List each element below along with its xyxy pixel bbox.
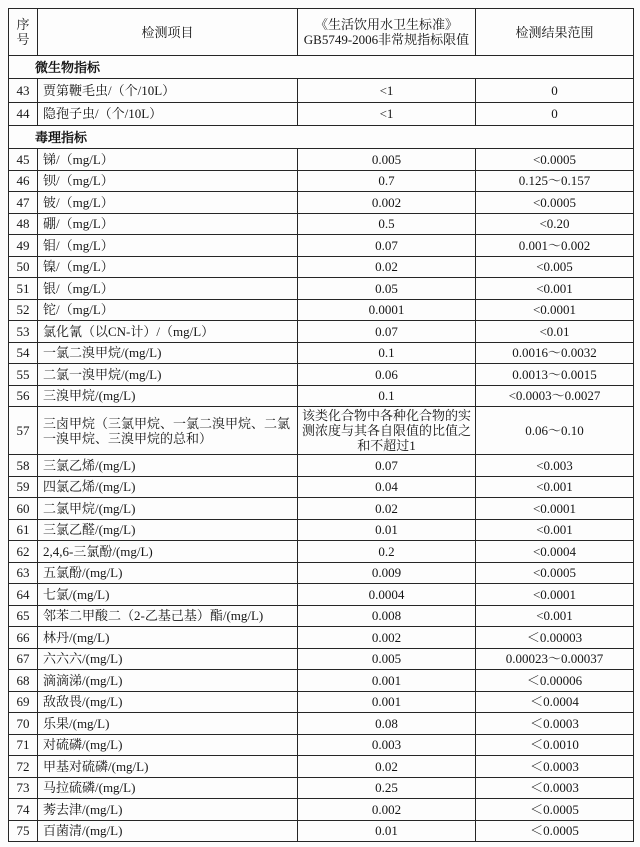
cell-test-item: 三卤甲烷（三氯甲烷、一氯二溴甲烷、二氯一溴甲烷、三溴甲烷的总和）: [38, 407, 298, 455]
table-body: [9, 56, 634, 842]
table-row: [9, 562, 634, 584]
cell-standard-limit: 0.0004: [298, 584, 476, 606]
cell-standard-limit: 0.005: [298, 149, 476, 171]
cell-standard-limit: 0.02: [298, 498, 476, 520]
cell-standard-limit: 0.5: [298, 213, 476, 235]
cell-serial-number: 48: [9, 213, 38, 235]
cell-test-item: 莠去津/(mg/L): [38, 799, 298, 821]
section-row: [9, 126, 634, 149]
section-row: [9, 56, 634, 79]
table-row: [9, 102, 634, 126]
cell-result-range: 0: [476, 102, 634, 126]
cell-result-range: ＜0.0003: [476, 713, 634, 735]
cell-test-item: 铍/（mg/L）: [38, 192, 298, 214]
table-row: [9, 79, 634, 103]
cell-result-range: <0.0005: [476, 149, 634, 171]
cell-test-item: 三溴甲烷/(mg/L): [38, 385, 298, 407]
cell-standard-limit: 0.25: [298, 777, 476, 799]
table-row: [9, 149, 634, 171]
table-row: [9, 407, 634, 455]
cell-test-item: 马拉硫磷/(mg/L): [38, 777, 298, 799]
table-row: [9, 170, 634, 192]
cell-serial-number: 72: [9, 756, 38, 778]
table-row: [9, 476, 634, 498]
cell-standard-limit: 0.7: [298, 170, 476, 192]
cell-standard-limit: 0.002: [298, 192, 476, 214]
table-row: [9, 777, 634, 799]
cell-result-range: <0.001: [476, 605, 634, 627]
cell-test-item: 七氯/(mg/L): [38, 584, 298, 606]
table-row: [9, 541, 634, 563]
cell-test-item: 四氯乙烯/(mg/L): [38, 476, 298, 498]
cell-serial-number: 55: [9, 364, 38, 386]
table-row: [9, 734, 634, 756]
cell-standard-limit: 0.05: [298, 278, 476, 300]
cell-serial-number: 63: [9, 562, 38, 584]
cell-serial-number: 66: [9, 627, 38, 649]
cell-serial-number: 65: [9, 605, 38, 627]
cell-serial-number: 52: [9, 299, 38, 321]
cell-standard-limit: 0.002: [298, 799, 476, 821]
cell-serial-number: 43: [9, 79, 38, 103]
cell-serial-number: 51: [9, 278, 38, 300]
cell-standard-limit: 0.2: [298, 541, 476, 563]
table-row: [9, 299, 634, 321]
cell-result-range: ＜0.00003: [476, 627, 634, 649]
header-row: [9, 9, 634, 56]
cell-result-range: <0.0004: [476, 541, 634, 563]
cell-test-item: 钼/（mg/L）: [38, 235, 298, 257]
cell-test-item: 甲基对硫磷/(mg/L): [38, 756, 298, 778]
cell-serial-number: 54: [9, 342, 38, 364]
cell-standard-limit: <1: [298, 79, 476, 103]
cell-test-item: 贾第鞭毛虫/（个/10L）: [38, 79, 298, 103]
cell-result-range: <0.0001: [476, 584, 634, 606]
table-row: [9, 820, 634, 842]
header-standard-limit-line2: GB5749-2006非常规指标限值: [303, 32, 470, 47]
table-row: [9, 385, 634, 407]
header-serial-number: 序号: [9, 9, 38, 56]
cell-test-item: 一氯二溴甲烷/(mg/L): [38, 342, 298, 364]
cell-standard-limit: 0.0001: [298, 299, 476, 321]
cell-standard-limit: 0.07: [298, 321, 476, 343]
table-row: [9, 756, 634, 778]
cell-result-range: <0.001: [476, 278, 634, 300]
cell-test-item: 二氯一溴甲烷/(mg/L): [38, 364, 298, 386]
cell-result-range: <0.20: [476, 213, 634, 235]
table-row: [9, 605, 634, 627]
cell-result-range: ＜0.0005: [476, 799, 634, 821]
cell-result-range: <0.0003～0.0027: [476, 385, 634, 407]
cell-test-item: 乐果/(mg/L): [38, 713, 298, 735]
cell-standard-limit: 0.06: [298, 364, 476, 386]
cell-result-range: 0.00023～0.00037: [476, 648, 634, 670]
cell-standard-limit: 0.02: [298, 256, 476, 278]
table-header: [9, 9, 634, 56]
cell-standard-limit: 0.01: [298, 820, 476, 842]
cell-serial-number: 46: [9, 170, 38, 192]
cell-test-item: 百菌清/(mg/L): [38, 820, 298, 842]
cell-standard-limit: 0.02: [298, 756, 476, 778]
cell-serial-number: 68: [9, 670, 38, 692]
cell-serial-number: 53: [9, 321, 38, 343]
cell-test-item: 三氯乙醛/(mg/L): [38, 519, 298, 541]
header-result-range: 检测结果范围: [476, 9, 634, 56]
cell-serial-number: 50: [9, 256, 38, 278]
cell-serial-number: 62: [9, 541, 38, 563]
cell-result-range: 0.001～0.002: [476, 235, 634, 257]
cell-result-range: 0: [476, 79, 634, 103]
cell-standard-limit: 0.01: [298, 519, 476, 541]
cell-result-range: <0.005: [476, 256, 634, 278]
cell-serial-number: 70: [9, 713, 38, 735]
cell-serial-number: 45: [9, 149, 38, 171]
cell-test-item: 锑/（mg/L）: [38, 149, 298, 171]
cell-result-range: 0.06～0.10: [476, 407, 634, 455]
cell-result-range: <0.0001: [476, 498, 634, 520]
table-row: [9, 519, 634, 541]
cell-result-range: <0.001: [476, 476, 634, 498]
cell-serial-number: 75: [9, 820, 38, 842]
cell-test-item: 六六六/(mg/L): [38, 648, 298, 670]
table-row: [9, 364, 634, 386]
cell-standard-limit: <1: [298, 102, 476, 126]
cell-standard-limit: 0.009: [298, 562, 476, 584]
results-table: [8, 8, 634, 842]
cell-standard-limit: 0.001: [298, 670, 476, 692]
cell-test-item: 氯化氰（以CN-计）/（mg/L）: [38, 321, 298, 343]
cell-standard-limit: 0.07: [298, 455, 476, 477]
table-row: [9, 256, 634, 278]
table-row: [9, 278, 634, 300]
cell-test-item: 二氯甲烷/(mg/L): [38, 498, 298, 520]
cell-serial-number: 56: [9, 385, 38, 407]
cell-standard-limit: 0.1: [298, 385, 476, 407]
cell-result-range: <0.0001: [476, 299, 634, 321]
cell-standard-limit: 0.003: [298, 734, 476, 756]
cell-result-range: ＜0.0004: [476, 691, 634, 713]
cell-test-item: 三氯乙烯/(mg/L): [38, 455, 298, 477]
cell-standard-limit: 该类化合物中各种化合物的实测浓度与其各自限值的比值之和不超过1: [298, 407, 476, 455]
cell-result-range: ＜0.0010: [476, 734, 634, 756]
cell-test-item: 对硫磷/(mg/L): [38, 734, 298, 756]
cell-test-item: 铊/（mg/L）: [38, 299, 298, 321]
table-row: [9, 670, 634, 692]
cell-result-range: ＜0.0005: [476, 820, 634, 842]
cell-test-item: 敌敌畏/(mg/L): [38, 691, 298, 713]
cell-test-item: 滴滴涕/(mg/L): [38, 670, 298, 692]
cell-test-item: 林丹/(mg/L): [38, 627, 298, 649]
cell-serial-number: 73: [9, 777, 38, 799]
cell-result-range: ＜0.0003: [476, 756, 634, 778]
table-row: [9, 321, 634, 343]
cell-test-item: 镍/（mg/L）: [38, 256, 298, 278]
cell-serial-number: 60: [9, 498, 38, 520]
cell-result-range: 0.0013～0.0015: [476, 364, 634, 386]
table-row: [9, 213, 634, 235]
cell-standard-limit: 0.008: [298, 605, 476, 627]
cell-test-item: 隐孢子虫/（个/10L）: [38, 102, 298, 126]
table-row: [9, 342, 634, 364]
cell-serial-number: 57: [9, 407, 38, 455]
cell-result-range: 0.0016～0.0032: [476, 342, 634, 364]
header-standard-limit: [298, 9, 476, 56]
cell-serial-number: 61: [9, 519, 38, 541]
section-title: 毒理指标: [9, 126, 634, 149]
cell-result-range: 0.125～0.157: [476, 170, 634, 192]
cell-standard-limit: 0.1: [298, 342, 476, 364]
cell-serial-number: 69: [9, 691, 38, 713]
cell-serial-number: 64: [9, 584, 38, 606]
cell-test-item: 五氯酚/(mg/L): [38, 562, 298, 584]
table-row: [9, 713, 634, 735]
cell-standard-limit: 0.005: [298, 648, 476, 670]
table-row: [9, 498, 634, 520]
table-row: [9, 235, 634, 257]
cell-serial-number: 71: [9, 734, 38, 756]
table-row: [9, 584, 634, 606]
cell-serial-number: 58: [9, 455, 38, 477]
cell-test-item: 2,4,6-三氯酚/(mg/L): [38, 541, 298, 563]
table-row: [9, 648, 634, 670]
cell-serial-number: 67: [9, 648, 38, 670]
section-title: 微生物指标: [9, 56, 634, 79]
cell-test-item: 邻苯二甲酸二（2-乙基己基）酯/(mg/L): [38, 605, 298, 627]
cell-standard-limit: 0.07: [298, 235, 476, 257]
cell-result-range: <0.003: [476, 455, 634, 477]
cell-serial-number: 44: [9, 102, 38, 126]
header-standard-limit-line1: 《生活饮用水卫生标准》: [314, 17, 458, 32]
table-row: [9, 627, 634, 649]
table-row: [9, 799, 634, 821]
cell-result-range: ＜0.00006: [476, 670, 634, 692]
cell-standard-limit: 0.001: [298, 691, 476, 713]
cell-serial-number: 49: [9, 235, 38, 257]
cell-serial-number: 47: [9, 192, 38, 214]
cell-result-range: <0.01: [476, 321, 634, 343]
cell-test-item: 硼/（mg/L）: [38, 213, 298, 235]
cell-result-range: <0.0005: [476, 562, 634, 584]
cell-standard-limit: 0.08: [298, 713, 476, 735]
cell-standard-limit: 0.04: [298, 476, 476, 498]
table-row: [9, 691, 634, 713]
table-row: [9, 192, 634, 214]
cell-serial-number: 74: [9, 799, 38, 821]
header-test-item: 检测项目: [38, 9, 298, 56]
table-row: [9, 455, 634, 477]
cell-test-item: 钡/（mg/L）: [38, 170, 298, 192]
cell-result-range: <0.0005: [476, 192, 634, 214]
cell-serial-number: 59: [9, 476, 38, 498]
cell-test-item: 银/（mg/L）: [38, 278, 298, 300]
cell-result-range: ＜0.0003: [476, 777, 634, 799]
cell-result-range: <0.001: [476, 519, 634, 541]
cell-standard-limit: 0.002: [298, 627, 476, 649]
